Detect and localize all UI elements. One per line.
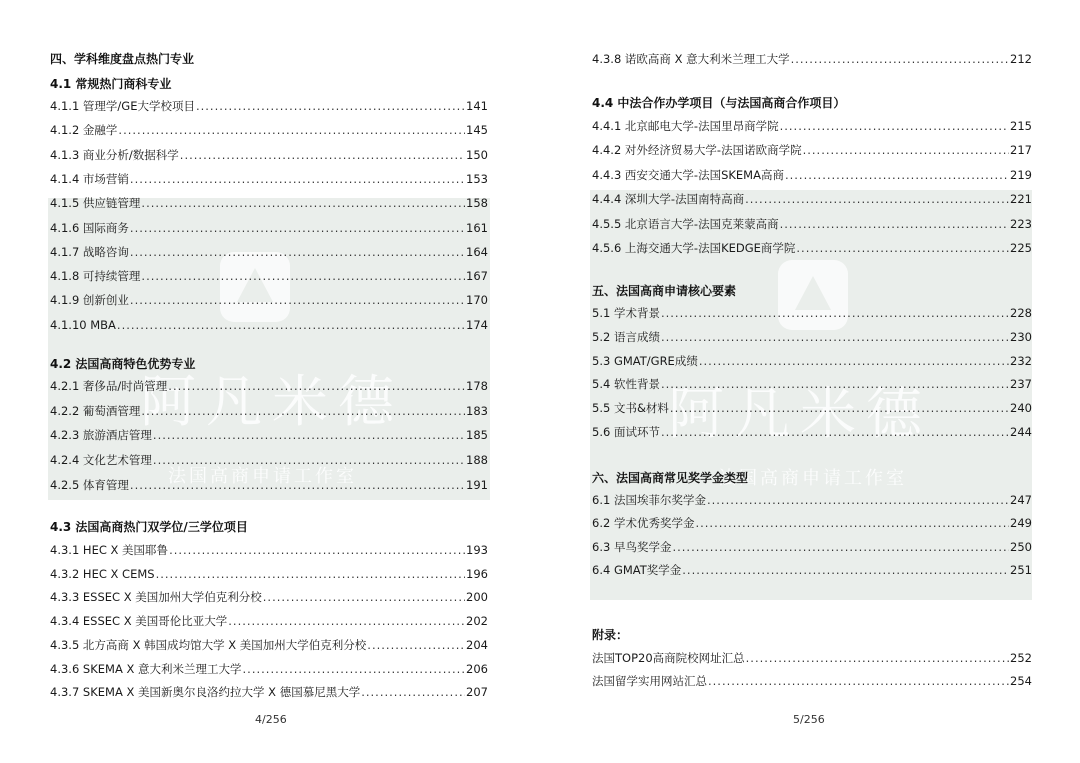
toc-entry-page: 164 <box>466 244 488 259</box>
toc-entry[interactable] <box>50 589 488 605</box>
heading-4-1: 4.1 常规热门商科专业 <box>50 77 172 91</box>
toc-entry-page: 188 <box>466 453 488 468</box>
toc-entry-label: 6.4 GMAT奖学金 <box>592 562 682 577</box>
toc-entry-page: 178 <box>466 379 488 393</box>
toc-entry[interactable] <box>592 118 1032 134</box>
toc-leader-dots <box>228 613 465 629</box>
toc-entry-label: 6.1 法国埃菲尔奖学金 <box>592 493 706 507</box>
toc-entry[interactable] <box>50 542 488 558</box>
toc-entry-label: 4.1.9 创新创业 <box>50 293 129 308</box>
toc-entry-label: 4.1.8 可持续管理 <box>50 269 141 284</box>
toc-entry-label: 4.1.10 MBA <box>50 317 116 332</box>
toc-entry-page: 145 <box>466 123 488 138</box>
toc-leader-dots <box>168 378 465 394</box>
toc-leader-dots <box>661 424 1009 440</box>
toc-entry-page: 196 <box>466 566 488 581</box>
toc-entry-label: 4.1.1 管理学/GE大学校项目 <box>50 99 195 113</box>
toc-entry-label: 4.3.1 HEC X 美国耶鲁 <box>50 543 169 557</box>
toc-entry-page: 183 <box>466 403 488 418</box>
toc-entry-page: 249 <box>1010 516 1032 531</box>
toc-leader-dots <box>141 403 465 419</box>
toc-entry-label: 4.2.1 奢侈品/时尚管理 <box>50 379 168 393</box>
toc-leader-dots <box>695 515 1009 531</box>
toc-entry[interactable] <box>50 268 488 284</box>
toc-leader-dots <box>699 353 1009 369</box>
heading-4-2: 4.2 法国高商特色优势专业 <box>50 357 196 371</box>
toc-leader-dots <box>180 147 465 163</box>
toc-entry-page: 150 <box>466 147 488 162</box>
toc-entry-page: 221 <box>1010 192 1032 207</box>
toc-entry[interactable] <box>592 240 1032 256</box>
toc-entry[interactable] <box>592 329 1032 345</box>
toc-entry-label: 4.4.4 深圳大学-法国南特高商 <box>592 192 745 207</box>
toc-entry-page: 158 <box>466 196 488 211</box>
toc-leader-dots <box>263 589 465 605</box>
toc-entry[interactable] <box>50 147 488 163</box>
toc-entry-page: 244 <box>1010 425 1032 439</box>
toc-leader-dots <box>682 562 1009 578</box>
toc-entry-page: 206 <box>466 661 488 676</box>
toc-entry-page: 223 <box>1010 216 1032 231</box>
page-number: 4/256 <box>255 713 287 726</box>
toc-leader-dots <box>153 452 465 468</box>
toc-entry-page: 251 <box>1010 562 1032 577</box>
heading-6: 六、法国高商常见奖学金类型 <box>592 471 749 485</box>
toc-entry-page: 167 <box>466 269 488 284</box>
toc-entry-label: 6.3 早鸟奖学金 <box>592 539 672 554</box>
toc-entry-label: 4.1.6 国际商务 <box>50 220 129 235</box>
watermark-subtitle: 法国高商申请工作室 <box>168 466 357 487</box>
toc-entry[interactable] <box>592 424 1032 440</box>
toc-entry-label: 4.3.6 SKEMA X 意大利米兰理工大学 <box>50 661 242 676</box>
heading-4-3: 4.3 法国高商热门双学位/三学位项目 <box>50 520 248 534</box>
toc-entry-label: 4.1.2 金融学 <box>50 123 118 138</box>
watermark-text: 阿凡米德 <box>140 370 404 435</box>
toc-entry-label: 4.2.5 体育管理 <box>50 477 129 492</box>
toc-leader-dots <box>153 427 465 443</box>
toc-leader-dots <box>670 400 1009 416</box>
toc-leader-dots <box>118 122 465 138</box>
toc-entry-label: 法国留学实用网站汇总 <box>592 674 707 688</box>
toc-entry[interactable] <box>592 167 1032 183</box>
toc-entry-page: 237 <box>1010 377 1032 392</box>
toc-entry-page: 215 <box>1010 119 1032 133</box>
toc-entry-label: 5.3 GMAT/GRE成绩 <box>592 353 698 368</box>
toc-entry[interactable] <box>50 195 488 211</box>
toc-entry-label: 5.5 文书&材料 <box>592 401 669 416</box>
toc-entry-label: 4.1.3 商业分析/数据科学 <box>50 147 179 162</box>
toc-leader-dots <box>141 195 465 211</box>
toc-entry[interactable] <box>592 400 1032 416</box>
toc-entry[interactable] <box>50 637 488 653</box>
toc-entry-page: 193 <box>466 543 488 557</box>
toc-leader-dots <box>661 376 1009 392</box>
toc-entry-page: 161 <box>466 220 488 235</box>
toc-entry-label: 4.2.2 葡萄酒管理 <box>50 403 141 418</box>
toc-leader-dots <box>672 539 1009 555</box>
toc-entry[interactable] <box>50 684 488 700</box>
toc-leader-dots <box>780 118 1009 134</box>
watermark-subtitle: 法国高商申请工作室 <box>718 468 907 489</box>
toc-leader-dots <box>361 684 465 700</box>
section-title: 四、学科维度盘点热门专业 <box>50 52 195 66</box>
watermark-text: 阿凡米德 <box>668 382 932 447</box>
toc-entry[interactable] <box>50 122 488 138</box>
toc-leader-dots <box>367 637 465 653</box>
toc-entry[interactable] <box>592 305 1032 321</box>
heading-4-4: 4.4 中法合作办学项目（与法国高商合作项目） <box>592 96 846 110</box>
toc-entry[interactable] <box>50 566 488 582</box>
toc-leader-dots <box>780 216 1009 232</box>
toc-entry[interactable] <box>50 477 488 493</box>
toc-entry-label: 4.1.7 战略咨询 <box>50 244 129 259</box>
toc-entry-page: 252 <box>1010 651 1032 665</box>
toc-entry-page: 153 <box>466 171 488 186</box>
toc-entry-label: 4.1.4 市场营销 <box>50 171 129 186</box>
toc-entry-page: 202 <box>466 614 488 629</box>
toc-leader-dots <box>117 317 465 333</box>
toc-entry-page: 247 <box>1010 493 1032 507</box>
toc-leader-dots <box>130 477 465 493</box>
toc-entry[interactable] <box>592 650 1032 666</box>
toc-leader-dots <box>169 542 465 558</box>
toc-leader-dots <box>708 673 1009 689</box>
toc-leader-dots <box>156 566 465 582</box>
toc-entry[interactable] <box>50 317 488 333</box>
toc-leader-dots <box>130 220 465 236</box>
toc-entry[interactable] <box>592 562 1032 578</box>
toc-entry-page: 207 <box>466 685 488 700</box>
toc-leader-dots <box>141 268 465 284</box>
toc-entry[interactable] <box>50 613 488 629</box>
toc-entry[interactable] <box>592 191 1032 207</box>
toc-entry-page: 230 <box>1010 329 1032 344</box>
toc-entry-page: 225 <box>1010 241 1032 255</box>
toc-entry-label: 5.1 学术背景 <box>592 306 660 320</box>
toc-entry-label: 4.5.5 北京语言大学-法国克莱蒙高商 <box>592 216 779 231</box>
toc-entry[interactable] <box>592 376 1032 392</box>
appendix-title: 附录： <box>592 628 629 642</box>
toc-entry-page: 141 <box>466 99 488 113</box>
toc-entry-page: 191 <box>466 477 488 492</box>
toc-entry-page: 212 <box>1010 52 1032 66</box>
toc-entry[interactable] <box>50 98 488 114</box>
toc-entry-label: 4.3.5 北方高商 X 韩国成均馆大学 X 美国加州大学伯克利分校 <box>50 637 367 652</box>
toc-entry[interactable] <box>50 244 488 260</box>
toc-entry[interactable] <box>592 515 1032 531</box>
toc-entry-label: 5.4 软性背景 <box>592 377 660 392</box>
toc-leader-dots <box>803 142 1009 158</box>
watermark-logo-icon <box>220 252 290 322</box>
toc-entry-label: 4.4.3 西安交通大学-法国SKEMA高商 <box>592 167 784 182</box>
toc-leader-dots <box>130 244 465 260</box>
toc-entry[interactable] <box>592 539 1032 555</box>
toc-entry[interactable] <box>50 220 488 236</box>
toc-entry-label: 5.6 面试环节 <box>592 425 660 439</box>
toc-entry[interactable] <box>592 492 1032 508</box>
toc-leader-dots <box>661 305 1009 321</box>
toc-entry-page: 219 <box>1010 167 1032 182</box>
toc-entry[interactable] <box>592 216 1032 232</box>
toc-entry[interactable] <box>50 452 488 468</box>
toc-entry-label: 法国TOP20高商院校网址汇总 <box>592 651 745 665</box>
toc-entry[interactable] <box>50 378 488 394</box>
toc-leader-dots <box>130 292 465 308</box>
toc-leader-dots <box>791 51 1009 67</box>
toc-entry[interactable] <box>592 353 1032 369</box>
toc-leader-dots <box>745 191 1009 207</box>
toc-entry[interactable] <box>50 661 488 677</box>
toc-entry-page: 217 <box>1010 143 1032 158</box>
toc-leader-dots <box>785 167 1009 183</box>
toc-entry[interactable] <box>592 142 1032 158</box>
toc-entry-label: 6.2 学术优秀奖学金 <box>592 516 695 531</box>
toc-entry-label: 4.3.2 HEC X CEMS <box>50 566 155 581</box>
toc-leader-dots <box>661 329 1009 345</box>
toc-entry-label: 5.2 语言成绩 <box>592 329 660 344</box>
toc-entry-label: 4.4.2 对外经济贸易大学-法国诺欧商学院 <box>592 143 802 158</box>
toc-entry-label: 4.3.8 诺欧高商 X 意大利米兰理工大学 <box>592 52 790 66</box>
toc-entry-page: 228 <box>1010 306 1032 320</box>
toc-entry-label: 4.1.5 供应链管理 <box>50 196 141 211</box>
toc-entry-label: 4.2.4 文化艺术管理 <box>50 453 152 468</box>
toc-entry[interactable] <box>592 673 1032 689</box>
heading-5: 五、法国高商申请核心要素 <box>592 284 737 298</box>
right-page <box>540 0 1080 763</box>
toc-entry-label: 4.2.3 旅游酒店管理 <box>50 428 152 443</box>
toc-leader-dots <box>796 240 1009 256</box>
toc-leader-dots <box>707 492 1009 508</box>
toc-entry-label: 4.3.7 SKEMA X 美国新奥尔良洛约拉大学 X 德国慕尼黑大学 <box>50 685 361 700</box>
toc-entry-page: 232 <box>1010 353 1032 368</box>
toc-leader-dots <box>243 661 466 677</box>
toc-entry-page: 185 <box>466 428 488 443</box>
toc-entry-label: 4.3.3 ESSEC X 美国加州大学伯克利分校 <box>50 590 262 605</box>
toc-entry-label: 4.5.6 上海交通大学-法国KEDGE商学院 <box>592 241 796 255</box>
toc-entry-page: 174 <box>466 317 488 332</box>
toc-entry[interactable] <box>50 292 488 308</box>
toc-entry-label: 4.4.1 北京邮电大学-法国里昂商学院 <box>592 119 779 133</box>
toc-entry-page: 200 <box>466 590 488 605</box>
toc-entry[interactable] <box>50 427 488 443</box>
toc-leader-dots <box>196 98 465 114</box>
toc-entry-label: 4.3.4 ESSEC X 美国哥伦比亚大学 <box>50 614 228 629</box>
toc-entry-page: 170 <box>466 293 488 308</box>
toc-entry-page: 254 <box>1010 674 1032 688</box>
toc-leader-dots <box>130 171 465 187</box>
toc-entry[interactable] <box>50 403 488 419</box>
toc-entry[interactable] <box>592 51 1032 67</box>
toc-entry[interactable] <box>50 171 488 187</box>
toc-entry-page: 240 <box>1010 401 1032 416</box>
toc-entry-page: 204 <box>466 637 488 652</box>
page-number: 5/256 <box>793 713 825 726</box>
toc-entry-page: 250 <box>1010 539 1032 554</box>
toc-leader-dots <box>746 650 1009 666</box>
